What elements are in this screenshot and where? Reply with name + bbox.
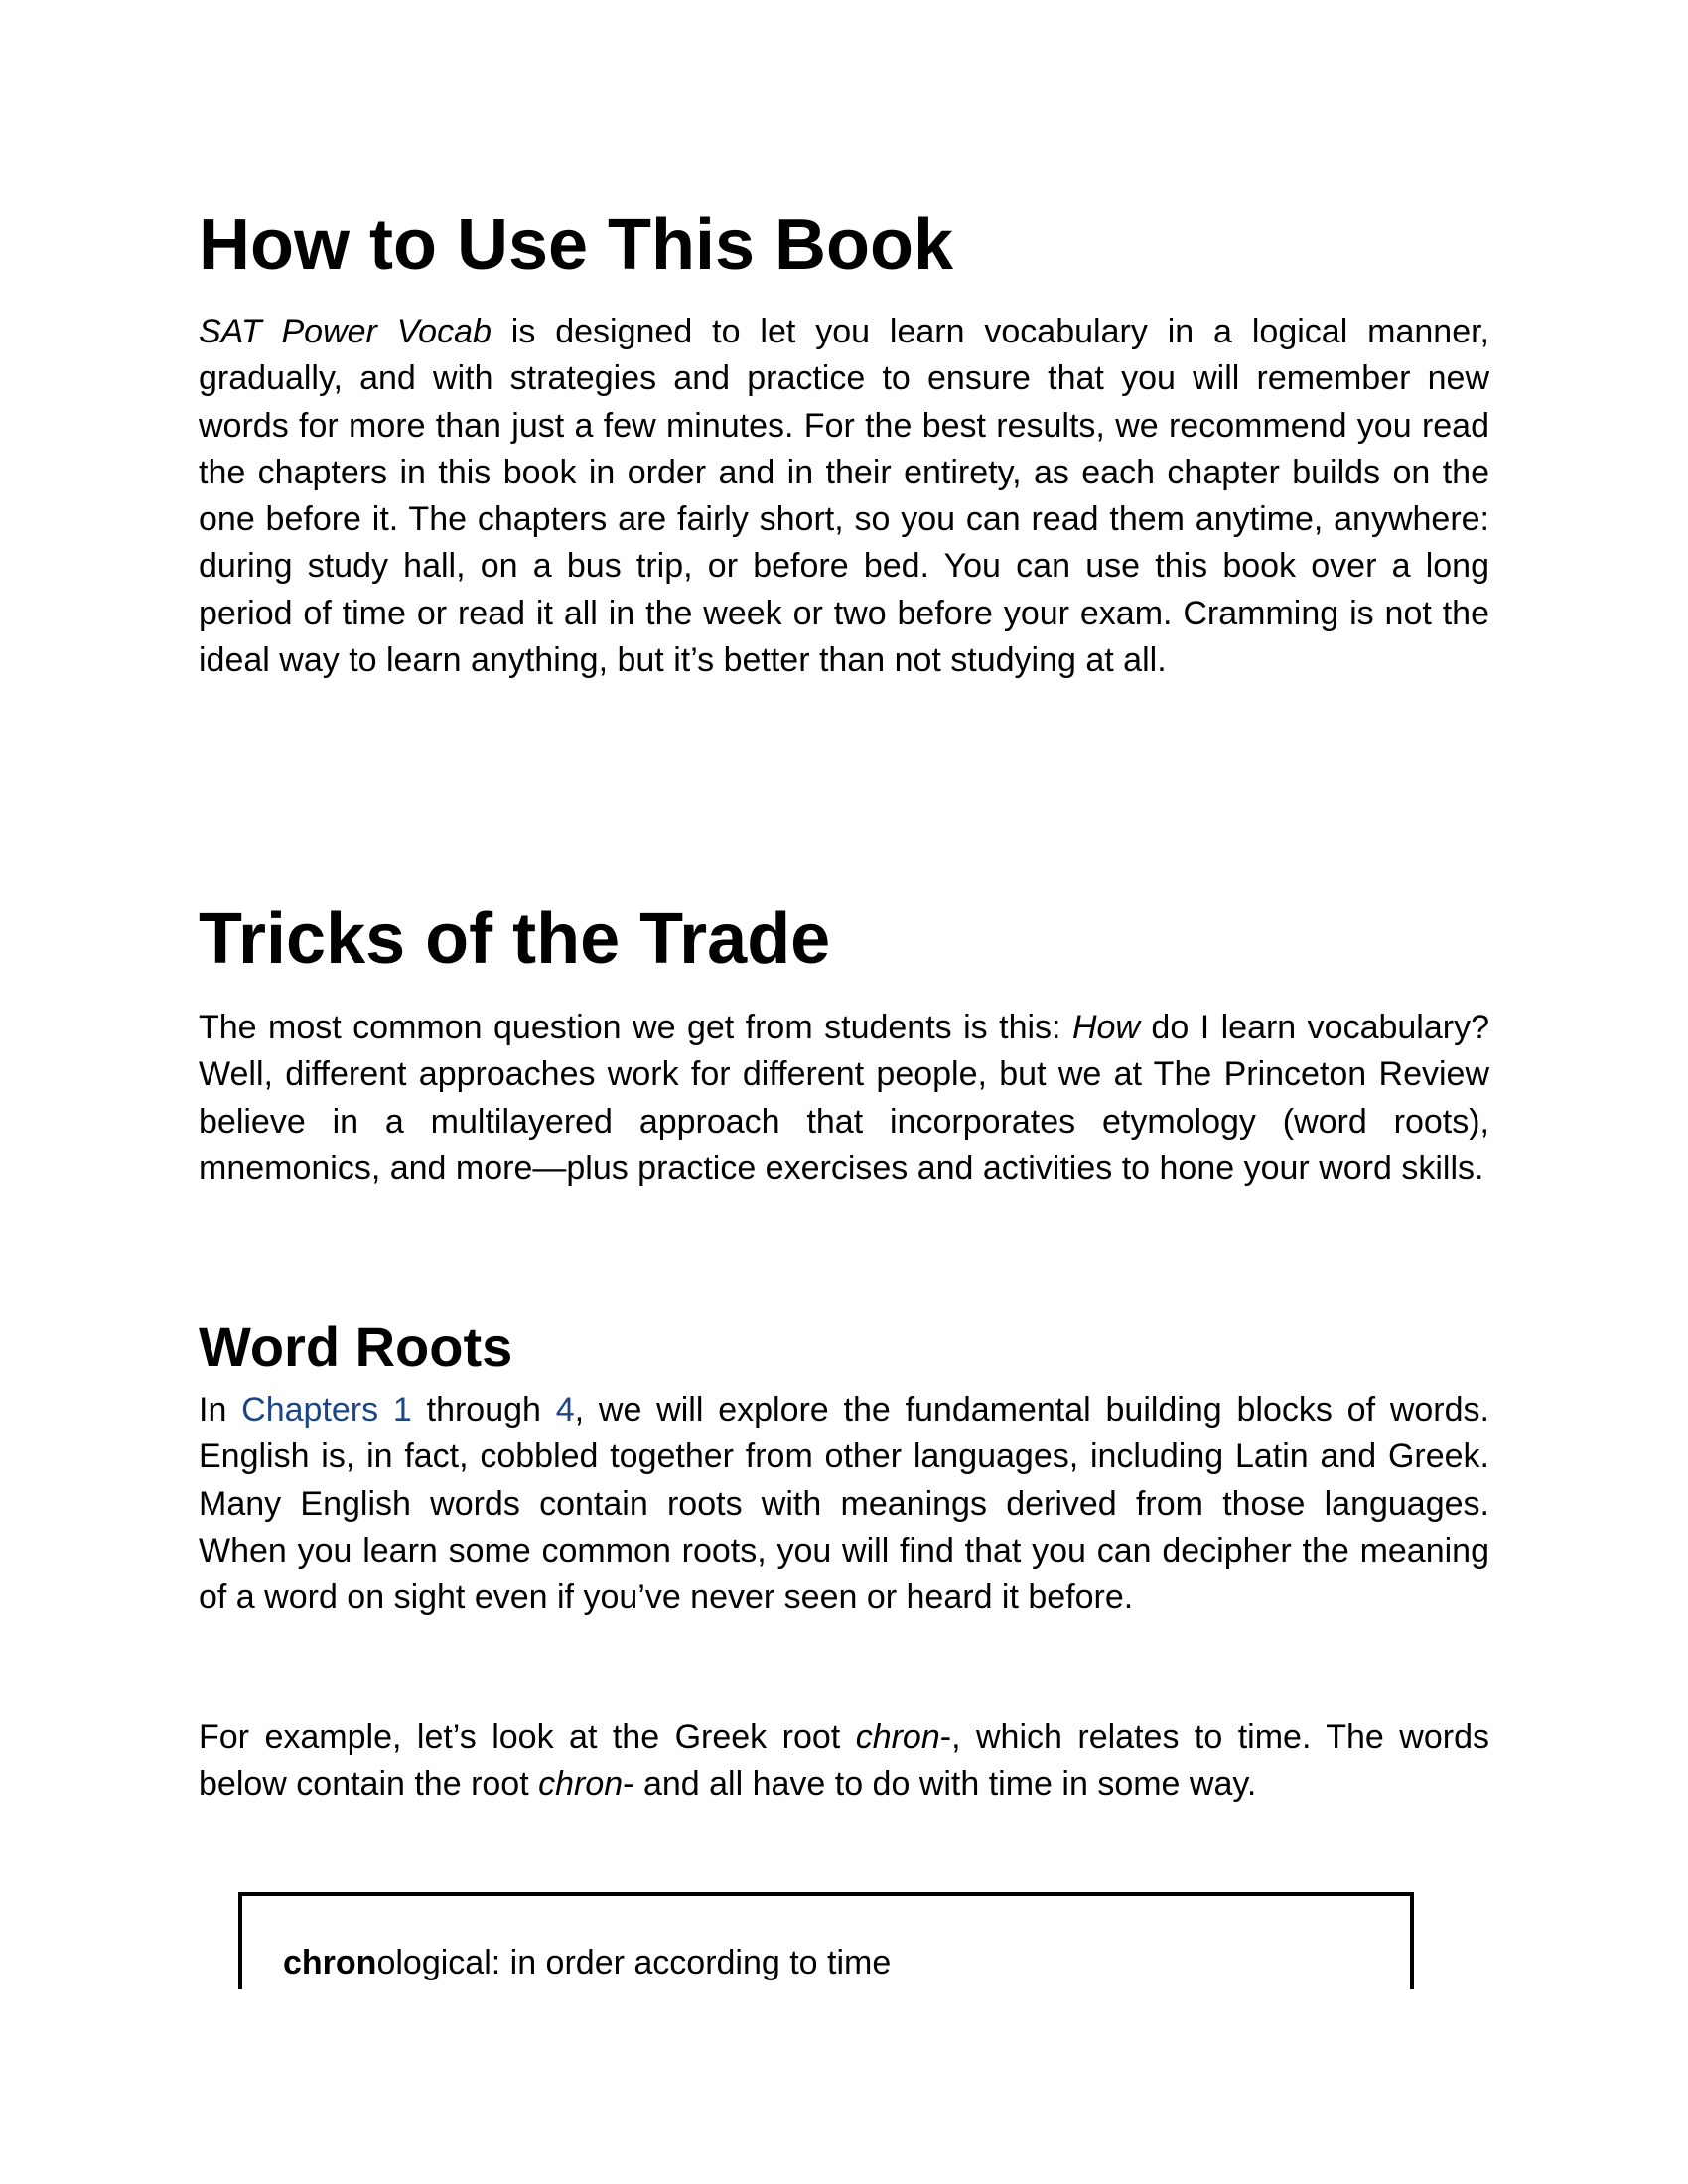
word-entry-root: chron — [283, 1944, 377, 1981]
tricks-italic: How — [1071, 1009, 1140, 1046]
word-box — [238, 1892, 1414, 1989]
heading-word-roots: Word Roots — [199, 1315, 513, 1378]
intro-paragraph — [199, 309, 1489, 684]
example-text-3: - and all have to do with time in some way. — [623, 1765, 1257, 1804]
paragraph-how-to-use — [199, 309, 1489, 684]
heading-how-to-use: How to Use This Book — [199, 205, 954, 285]
word-roots-text-before: In — [199, 1391, 242, 1429]
heading-tricks-of-the-trade: Tricks of the Trade — [199, 899, 831, 979]
word-entry — [283, 1940, 891, 1986]
word-roots-text-middle: through — [411, 1391, 556, 1429]
intro-text: is designed to let you learn vocabulary in a logical manner, gradually, and with strategies and practice to ensure that you will remember new words for more than just a few minutes. For the best results, we recommend you read the chapters in this book in order and in their entirety, as each chapter builds on the one before it. The chapters are fairly short, so you can read them anytime, anywhere: during study hall, on a bus trip, or before bed. You can use this book over a long period of time or read it all in the week or two before your exam. Cramming is not the ideal way to learn anything, but it’s better than not studying at all. — [199, 313, 1489, 680]
tricks-text-after: do I learn vocabulary? Well, different approaches work for different people, but we at The Princeton Review believe in a multilayered approach that incorporates etymology (word roots), mnemonics, and more—plus practice exercises and activities to hone your word skills. — [199, 1009, 1490, 1187]
example-paragraph — [199, 1714, 1489, 1809]
word-roots-paragraph — [199, 1387, 1489, 1621]
section-tricks — [199, 899, 1489, 979]
book-title: SAT Power Vocab — [199, 313, 492, 350]
word-entry-definition: ological: in order according to time — [376, 1944, 892, 1981]
example-root-1: chron — [855, 1718, 940, 1756]
section-word-roots — [199, 1315, 1489, 1379]
paragraph-word-roots — [199, 1387, 1489, 1621]
tricks-text-before: The most common question we get from students is this: — [199, 1009, 1072, 1046]
paragraph-example — [199, 1714, 1489, 1809]
link-chapter-4[interactable]: 4 — [555, 1391, 575, 1429]
example-text-2: -, which relates to time. The words below contain the root — [199, 1718, 1490, 1804]
example-text-1: For example, let’s look at the Greek root — [199, 1718, 856, 1756]
word-roots-text-after: , we will explore the fundamental building blocks of words. English is, in fact, cobbled together from other languages, including Latin and Greek. Many English words contain roots with meanings derived from those languages. When you learn some common roots, you will find that you can decipher the meaning of a word on sight even if you’ve never seen or heard it before. — [199, 1391, 1489, 1617]
section-how-to-use — [199, 205, 1489, 285]
link-chapters-1[interactable]: Chapters 1 — [241, 1391, 412, 1429]
example-root-2: chron — [538, 1765, 624, 1804]
paragraph-tricks — [199, 1005, 1489, 1192]
tricks-paragraph — [199, 1005, 1489, 1192]
